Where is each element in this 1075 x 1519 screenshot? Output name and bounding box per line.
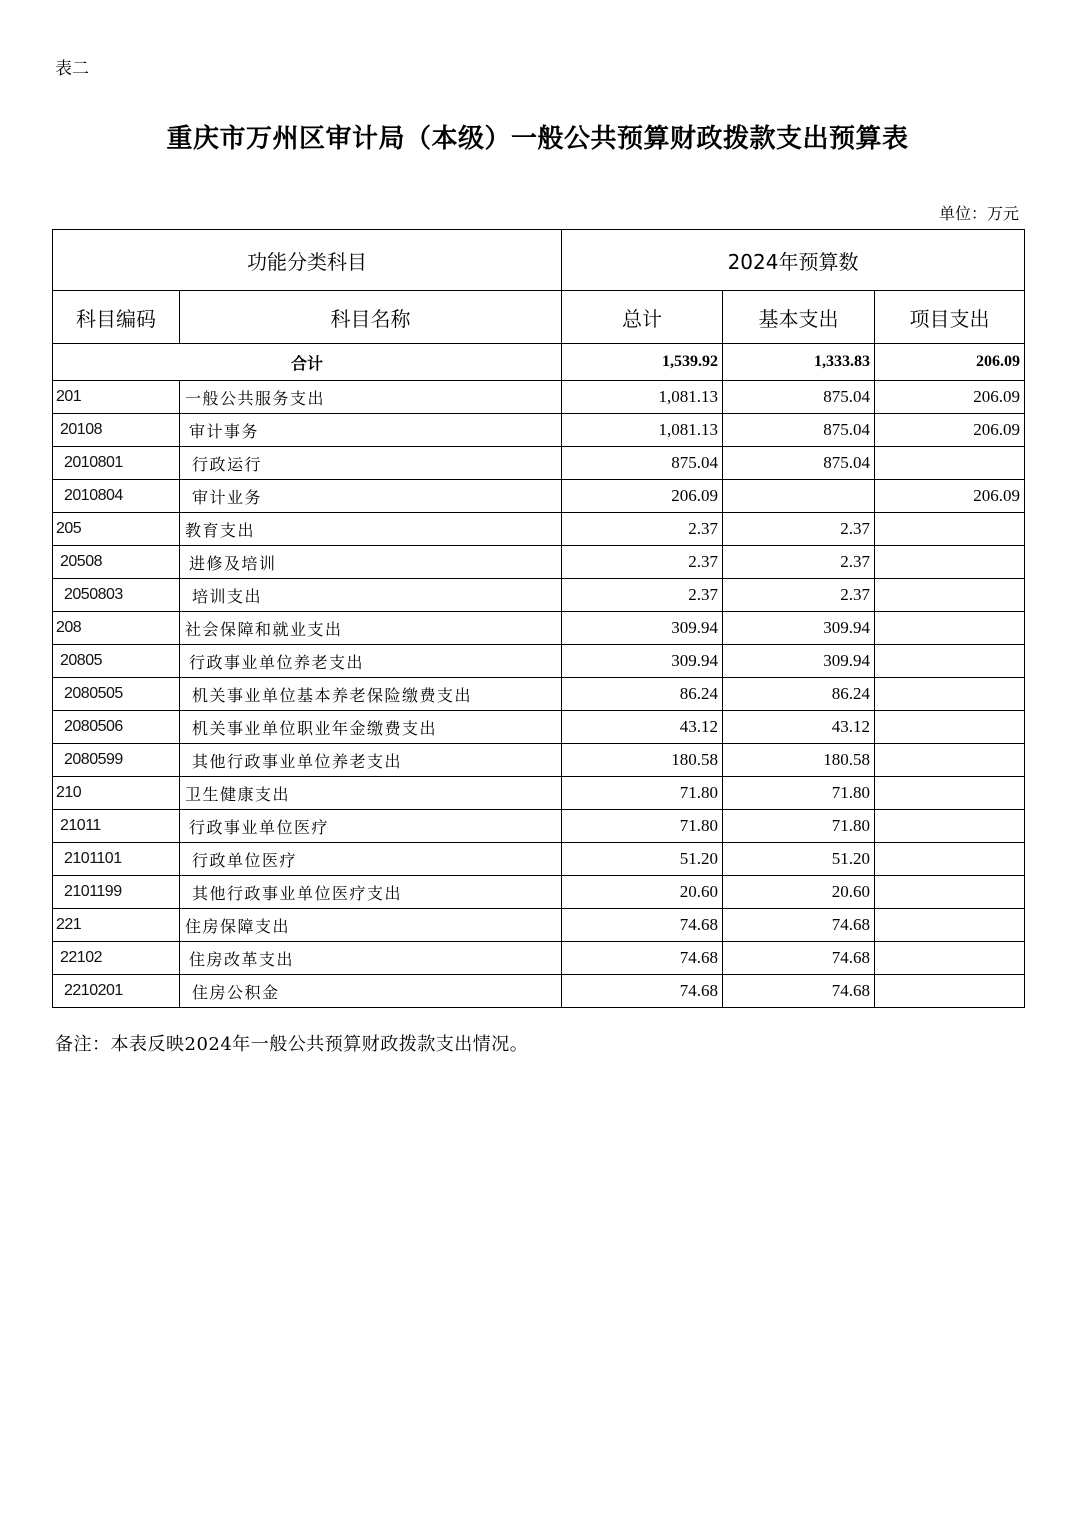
row-basic: 20.60 — [723, 876, 875, 909]
row-total: 2.37 — [562, 546, 723, 579]
row-total: 74.68 — [562, 909, 723, 942]
row-code: 20508 — [53, 546, 180, 579]
table-row — [53, 645, 1025, 678]
row-code: 221 — [53, 909, 180, 942]
row-code: 2050803 — [53, 579, 180, 612]
header-code: 科目编码 — [53, 291, 180, 344]
row-project: 206.09 — [875, 414, 1025, 447]
table-row — [53, 777, 1025, 810]
row-total: 180.58 — [562, 744, 723, 777]
table-row — [53, 711, 1025, 744]
row-code: 20805 — [53, 645, 180, 678]
row-project — [875, 711, 1025, 744]
table-row — [53, 579, 1025, 612]
row-code: 208 — [53, 612, 180, 645]
row-total: 74.68 — [562, 975, 723, 1008]
totals-row — [53, 344, 1025, 381]
row-total: 1,081.13 — [562, 414, 723, 447]
table-row — [53, 975, 1025, 1008]
totals-project: 206.09 — [875, 344, 1025, 381]
row-name: 教育支出 — [180, 513, 562, 546]
row-code: 210 — [53, 777, 180, 810]
row-code: 2010801 — [53, 447, 180, 480]
row-project — [875, 645, 1025, 678]
row-project — [875, 612, 1025, 645]
row-basic: 875.04 — [723, 381, 875, 414]
row-project — [875, 843, 1025, 876]
row-name: 一般公共服务支出 — [180, 381, 562, 414]
row-code: 201 — [53, 381, 180, 414]
row-basic: 51.20 — [723, 843, 875, 876]
row-code: 2210201 — [53, 975, 180, 1008]
row-total: 51.20 — [562, 843, 723, 876]
row-basic: 86.24 — [723, 678, 875, 711]
header-row-columns — [53, 291, 1025, 344]
row-project — [875, 777, 1025, 810]
row-name: 审计业务 — [180, 480, 562, 513]
row-total: 309.94 — [562, 645, 723, 678]
row-code: 2101101 — [53, 843, 180, 876]
row-project — [875, 876, 1025, 909]
table-row — [53, 678, 1025, 711]
header-name: 科目名称 — [180, 291, 562, 344]
row-name: 机关事业单位职业年金缴费支出 — [180, 711, 562, 744]
row-project — [875, 909, 1025, 942]
footnote: 备注：本表反映2024年一般公共预算财政拨款支出情况。 — [55, 1034, 529, 1055]
row-code: 21011 — [53, 810, 180, 843]
row-name: 行政运行 — [180, 447, 562, 480]
row-name: 社会保障和就业支出 — [180, 612, 562, 645]
row-project — [875, 513, 1025, 546]
row-basic: 71.80 — [723, 810, 875, 843]
table-row — [53, 381, 1025, 414]
row-total: 71.80 — [562, 777, 723, 810]
row-project — [875, 744, 1025, 777]
row-code: 2080506 — [53, 711, 180, 744]
row-name: 进修及培训 — [180, 546, 562, 579]
header-functional-category: 功能分类科目 — [53, 230, 562, 291]
row-basic: 2.37 — [723, 546, 875, 579]
table-row — [53, 810, 1025, 843]
row-basic: 43.12 — [723, 711, 875, 744]
row-basic: 74.68 — [723, 909, 875, 942]
row-basic: 875.04 — [723, 447, 875, 480]
table-row — [53, 744, 1025, 777]
row-basic: 2.37 — [723, 579, 875, 612]
row-basic: 875.04 — [723, 414, 875, 447]
row-code: 205 — [53, 513, 180, 546]
row-name: 行政事业单位养老支出 — [180, 645, 562, 678]
page-title: 重庆市万州区审计局（本级）一般公共预算财政拨款支出预算表 — [166, 124, 909, 154]
row-project: 206.09 — [875, 381, 1025, 414]
row-total: 206.09 — [562, 480, 723, 513]
table-row — [53, 414, 1025, 447]
row-project — [875, 975, 1025, 1008]
table-row — [53, 876, 1025, 909]
row-name: 住房公积金 — [180, 975, 562, 1008]
row-project — [875, 810, 1025, 843]
row-total: 2.37 — [562, 579, 723, 612]
document-label: 表二 — [55, 59, 89, 79]
row-total: 86.24 — [562, 678, 723, 711]
table-row — [53, 546, 1025, 579]
header-total: 总计 — [562, 291, 723, 344]
header-project: 项目支出 — [875, 291, 1025, 344]
unit-label: 单位：万元 — [938, 204, 1019, 223]
row-project — [875, 447, 1025, 480]
table-row — [53, 942, 1025, 975]
totals-total: 1,539.92 — [562, 344, 723, 381]
row-code: 20108 — [53, 414, 180, 447]
row-project: 206.09 — [875, 480, 1025, 513]
row-basic: 309.94 — [723, 645, 875, 678]
row-total: 20.60 — [562, 876, 723, 909]
row-basic — [723, 480, 875, 513]
row-name: 卫生健康支出 — [180, 777, 562, 810]
row-code: 22102 — [53, 942, 180, 975]
header-row-group — [53, 230, 1025, 291]
row-total: 43.12 — [562, 711, 723, 744]
row-project — [875, 579, 1025, 612]
table-row — [53, 909, 1025, 942]
row-basic: 74.68 — [723, 942, 875, 975]
row-project — [875, 678, 1025, 711]
row-name: 审计事务 — [180, 414, 562, 447]
row-code: 2080599 — [53, 744, 180, 777]
table-row — [53, 447, 1025, 480]
row-basic: 71.80 — [723, 777, 875, 810]
row-code: 2101199 — [53, 876, 180, 909]
row-basic: 74.68 — [723, 975, 875, 1008]
totals-basic: 1,333.83 — [723, 344, 875, 381]
table-row — [53, 513, 1025, 546]
table-row — [53, 612, 1025, 645]
row-total: 875.04 — [562, 447, 723, 480]
row-name: 住房改革支出 — [180, 942, 562, 975]
row-name: 行政事业单位医疗 — [180, 810, 562, 843]
row-name: 其他行政事业单位养老支出 — [180, 744, 562, 777]
row-name: 住房保障支出 — [180, 909, 562, 942]
row-name: 行政单位医疗 — [180, 843, 562, 876]
header-basic: 基本支出 — [723, 291, 875, 344]
table-row — [53, 843, 1025, 876]
row-name: 其他行政事业单位医疗支出 — [180, 876, 562, 909]
totals-label: 合计 — [53, 344, 562, 381]
row-total: 74.68 — [562, 942, 723, 975]
header-budget-2024: 2024年预算数 — [562, 230, 1025, 291]
row-total: 71.80 — [562, 810, 723, 843]
row-basic: 2.37 — [723, 513, 875, 546]
row-name: 机关事业单位基本养老保险缴费支出 — [180, 678, 562, 711]
row-code: 2080505 — [53, 678, 180, 711]
row-basic: 180.58 — [723, 744, 875, 777]
row-total: 309.94 — [562, 612, 723, 645]
row-total: 1,081.13 — [562, 381, 723, 414]
row-project — [875, 942, 1025, 975]
row-basic: 309.94 — [723, 612, 875, 645]
budget-table — [52, 229, 1025, 1008]
row-name: 培训支出 — [180, 579, 562, 612]
table-row — [53, 480, 1025, 513]
row-code: 2010804 — [53, 480, 180, 513]
row-project — [875, 546, 1025, 579]
row-total: 2.37 — [562, 513, 723, 546]
